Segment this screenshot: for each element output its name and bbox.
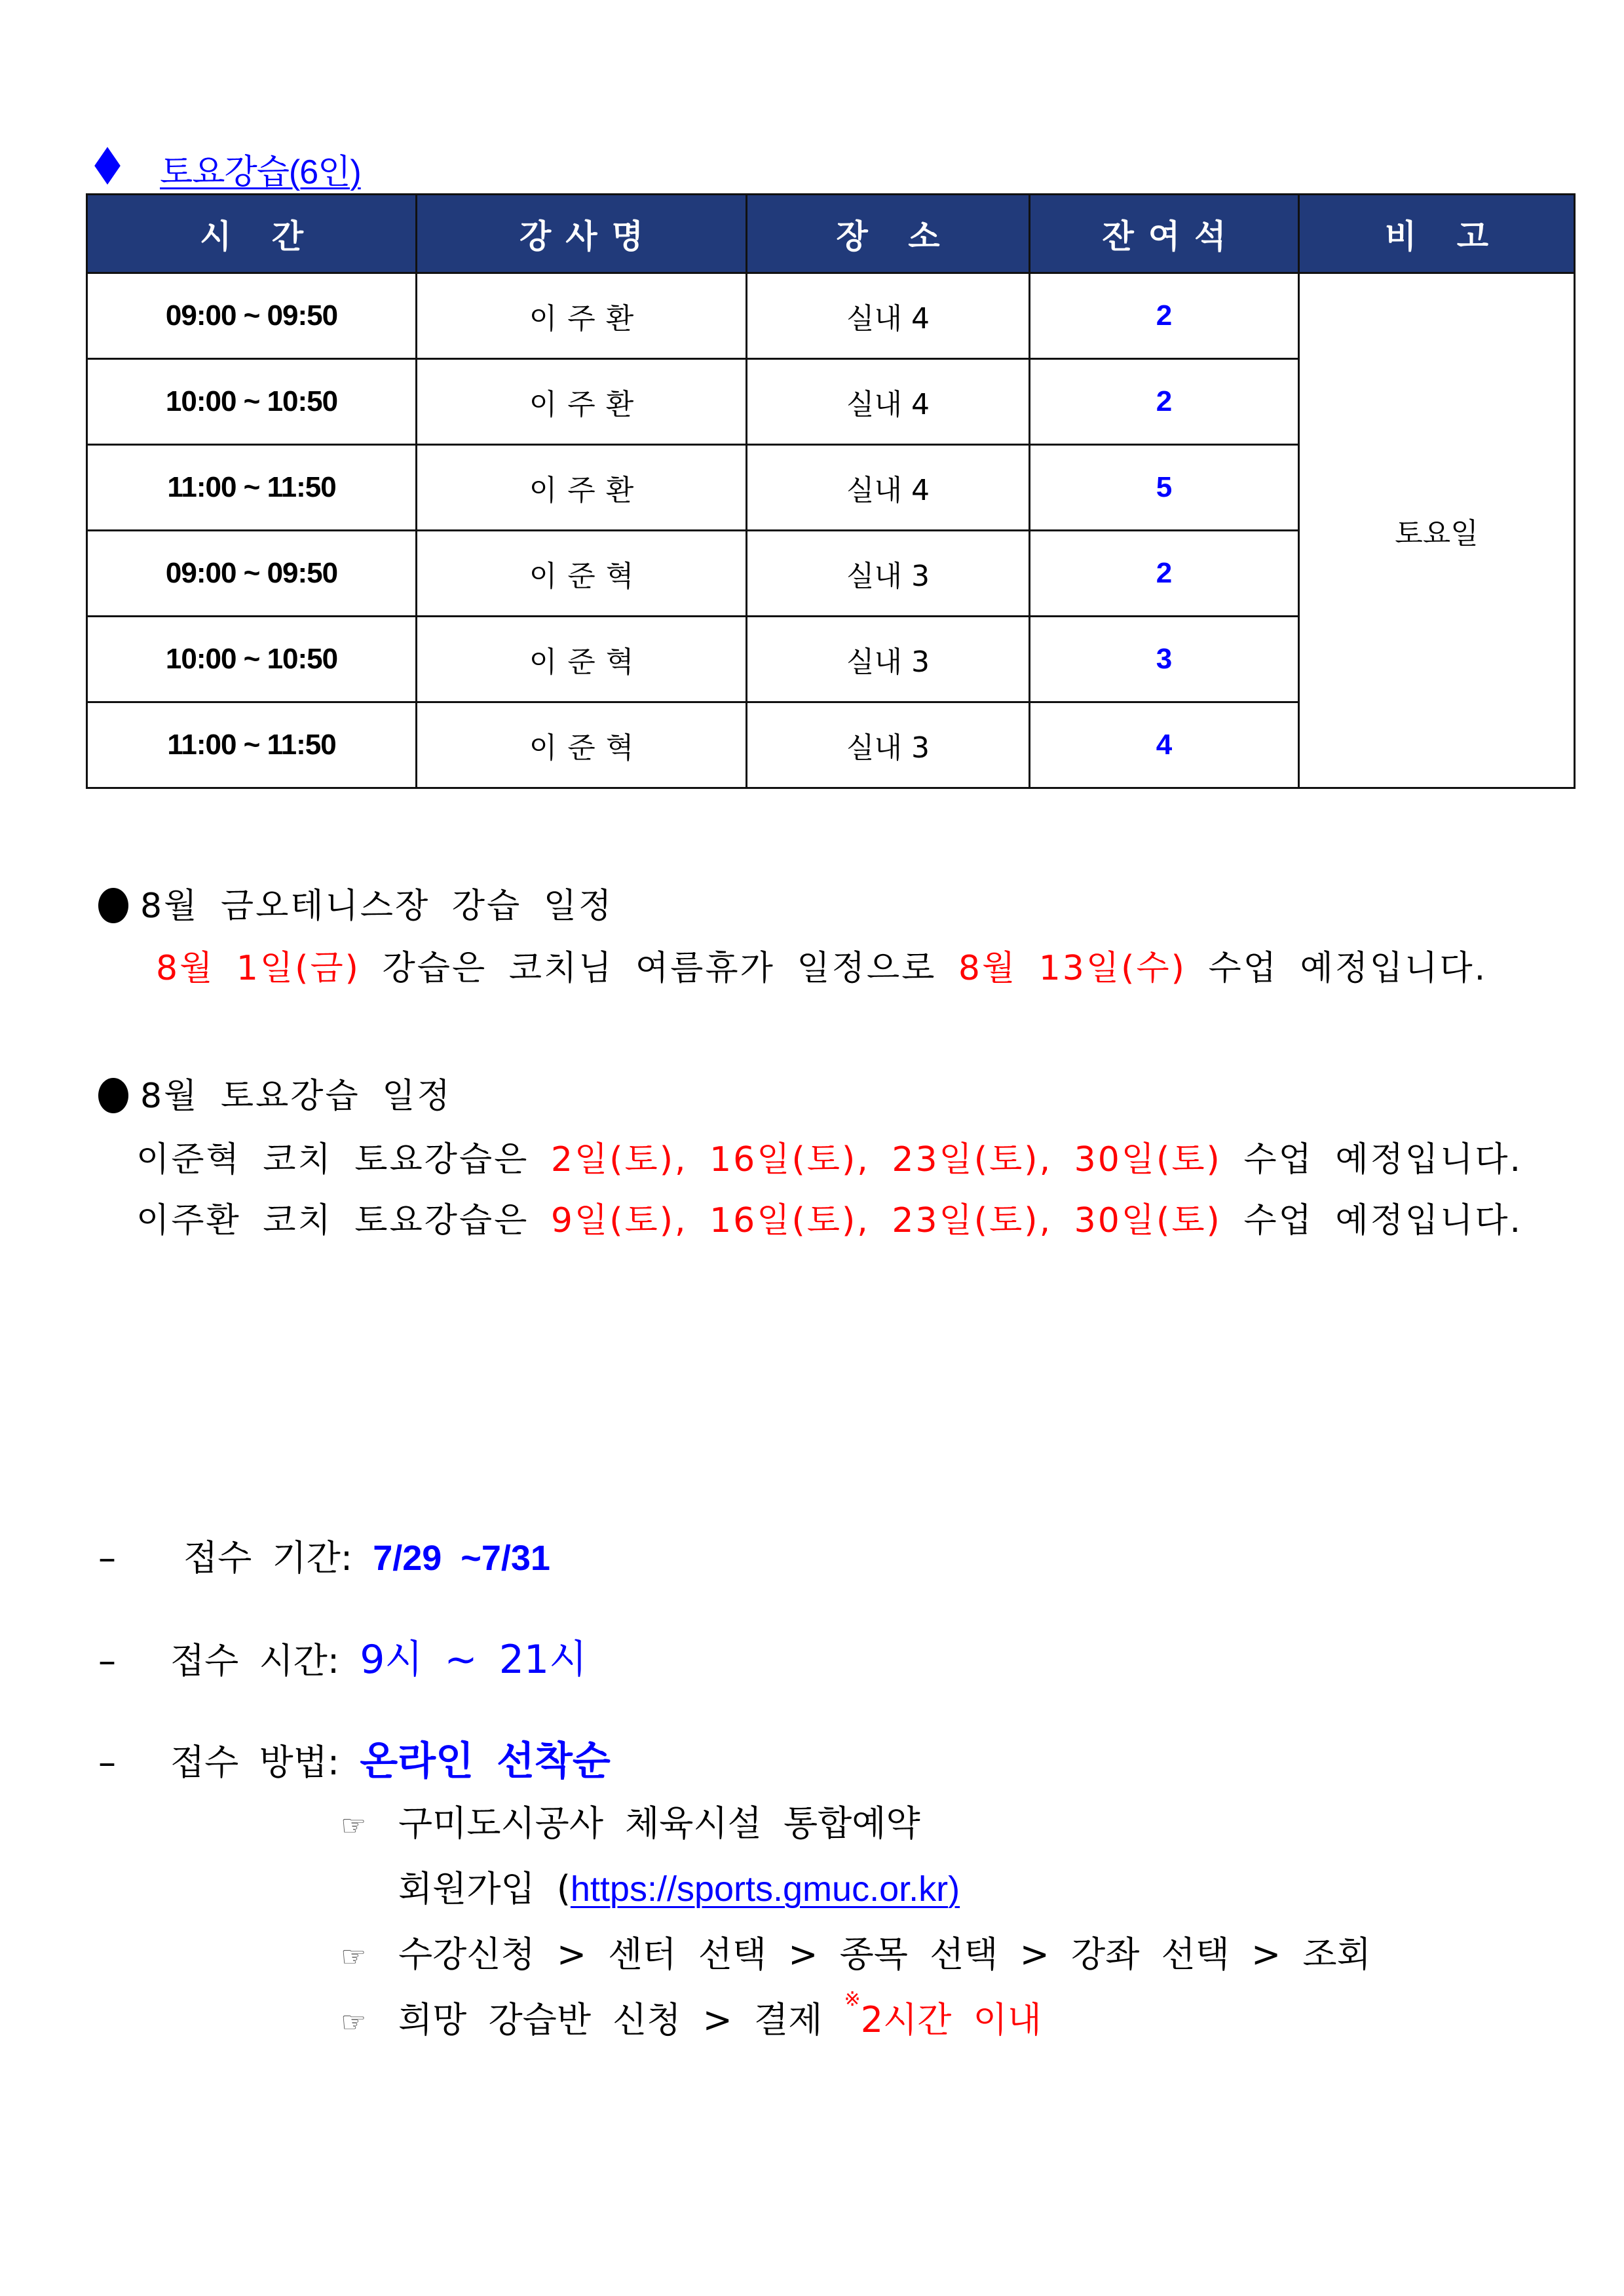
header-seats: 잔여석: [1030, 195, 1299, 273]
signup-link[interactable]: https://sports.gmuc.or.kr: [570, 1869, 949, 1909]
reference-mark-icon: ※: [844, 1988, 861, 2011]
notice1-line: 8월 1일(금) 강습은 코치님 여름휴가 일정으로 8월 13일(수) 수업 예정입니다.: [156, 949, 1488, 988]
bullet-icon: [98, 1078, 128, 1113]
step-path: ☞ 수강신청 > 센터 선택 > 종목 선택 > 강좌 선택 > 조회: [341, 1934, 1371, 1975]
cell-instructor: 이주환: [417, 359, 747, 445]
header-note: 비 고: [1299, 195, 1575, 273]
header-instructor: 강사명: [417, 195, 747, 273]
cell-place: 실내 4: [747, 359, 1030, 445]
registration-hours: – 접수 시간: 9시 ~ 21시: [98, 1637, 588, 1683]
cell-seats: 3: [1030, 617, 1299, 702]
cell-place: 실내 3: [747, 702, 1030, 788]
notice2-dates-1: 2일(토), 16일(토), 23일(토), 30일(토): [550, 1140, 1222, 1179]
notice2-line-2: 이주환 코치 토요강습은 9일(토), 16일(토), 23일(토), 30일(토) 수업 예정입니다.: [136, 1201, 1523, 1240]
notice1-heading: 8월 금오테니스장 강습 일정: [98, 878, 613, 927]
cell-time: 10:00 ~ 10:50: [87, 359, 417, 445]
diamond-icon: [96, 151, 119, 185]
registration-period-value: 7/29 ~7/31: [373, 1539, 550, 1578]
section-title: [96, 145, 361, 191]
schedule-table: [86, 193, 1576, 789]
cell-instructor: 이준혁: [417, 702, 747, 788]
cell-place: 실내 4: [747, 445, 1030, 531]
cell-instructor: 이주환: [417, 445, 747, 531]
cell-seats: 4: [1030, 702, 1299, 788]
notice1-date-makeup: 8월 13일(수): [958, 949, 1186, 988]
header-place: 장 소: [747, 195, 1030, 273]
step-apply: ☞ 희망 강습반 신청 > 결제 ※2시간 이내: [341, 1988, 1042, 2040]
registration-period: – 접수 기간: 7/29 ~7/31: [98, 1537, 550, 1578]
cell-seats: 2: [1030, 531, 1299, 617]
pointing-hand-icon: ☞: [341, 2006, 367, 2039]
cell-place: 실내 4: [747, 273, 1030, 359]
notice2-dates-2: 9일(토), 16일(토), 23일(토), 30일(토): [550, 1201, 1222, 1240]
cell-note: 토요일: [1299, 273, 1575, 788]
header-time: 시 간: [87, 195, 417, 273]
step-signup: 회원가입 (https://sports.gmuc.or.kr): [398, 1868, 960, 1909]
cell-time: 11:00 ~ 11:50: [87, 702, 417, 788]
pointing-hand-icon: ☞: [341, 1809, 367, 1843]
cell-instructor: 이준혁: [417, 617, 747, 702]
notice2-line-1: 이준혁 코치 토요강습은 2일(토), 16일(토), 23일(토), 30일(토) 수업 예정입니다.: [136, 1140, 1523, 1179]
cell-seats: 2: [1030, 359, 1299, 445]
registration-method-value: 온라인 선착순: [360, 1738, 611, 1784]
section-title-label: 토요강습(6인): [160, 153, 361, 191]
notice2-heading: 8월 토요강습 일정: [98, 1068, 452, 1117]
cell-instructor: 이준혁: [417, 531, 747, 617]
registration-hours-value: 9시 ~ 21시: [360, 1637, 588, 1683]
cell-seats: 5: [1030, 445, 1299, 531]
payment-deadline: 2시간 이내: [860, 1999, 1042, 2040]
cell-time: 11:00 ~ 11:50: [87, 445, 417, 531]
cell-place: 실내 3: [747, 531, 1030, 617]
pointing-hand-icon: ☞: [341, 1940, 367, 1974]
step-site: ☞ 구미도시공사 체육시설 통합예약: [341, 1803, 920, 1844]
cell-seats: 2: [1030, 273, 1299, 359]
cell-place: 실내 3: [747, 617, 1030, 702]
registration-method: – 접수 방법: 온라인 선착순: [98, 1738, 611, 1784]
cell-instructor: 이주환: [417, 273, 747, 359]
cell-time: 09:00 ~ 09:50: [87, 531, 417, 617]
signup-link-close[interactable]: ): [948, 1869, 960, 1909]
bullet-icon: [98, 888, 128, 923]
cell-time: 09:00 ~ 09:50: [87, 273, 417, 359]
table-row: [87, 273, 1575, 359]
notice1-date-cancelled: 8월 1일(금): [156, 949, 360, 988]
table-header-row: [87, 195, 1575, 273]
cell-time: 10:00 ~ 10:50: [87, 617, 417, 702]
